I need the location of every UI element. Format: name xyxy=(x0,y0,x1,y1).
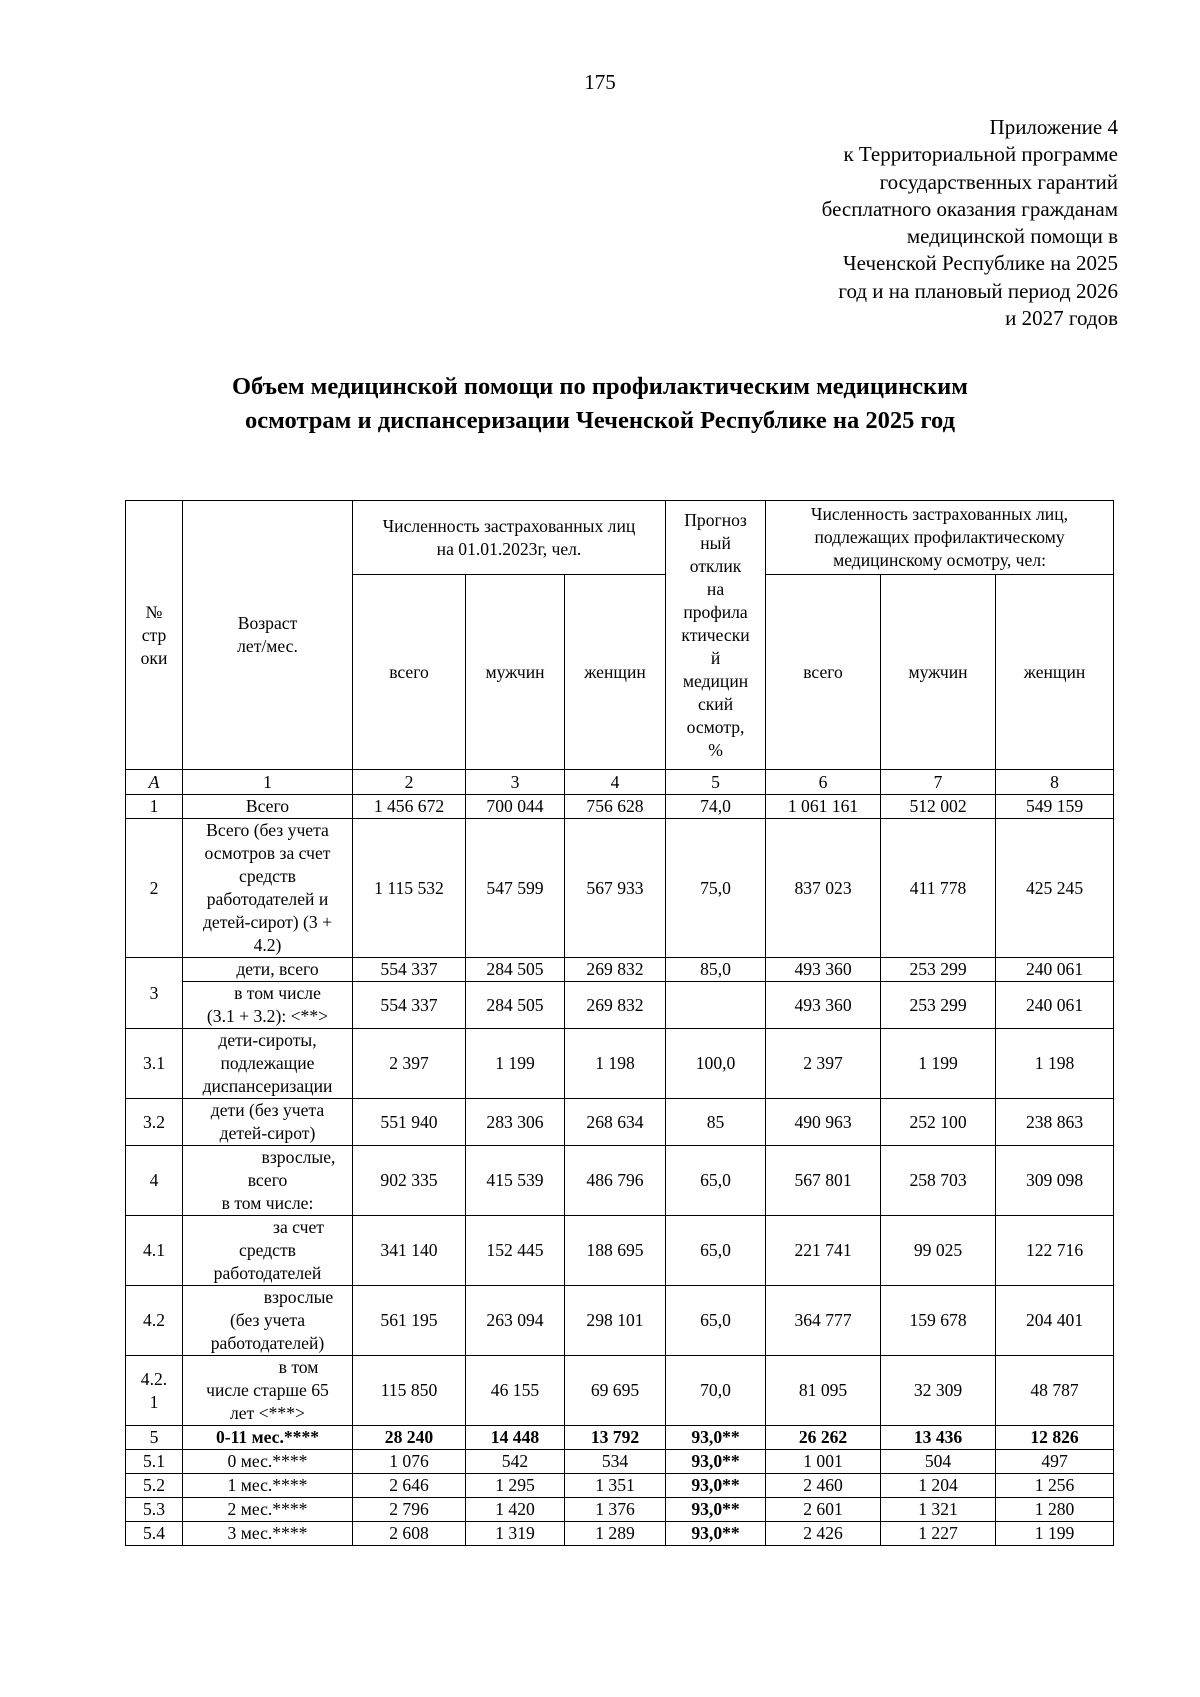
value-cell: 1 115 532 xyxy=(353,819,466,958)
age-text: средств xyxy=(239,1240,296,1260)
row-number-cell xyxy=(126,1450,183,1474)
age-cell xyxy=(183,1426,353,1450)
column-index-cell: 2 xyxy=(353,770,466,795)
value-cell: 1 198 xyxy=(996,1029,1114,1099)
appendix-line: бесплатного оказания гражданам xyxy=(821,196,1118,221)
value-cell: 837 023 xyxy=(766,819,881,958)
column-index-cell: 5 xyxy=(666,770,766,795)
column-index-cell: 6 xyxy=(766,770,881,795)
age-text: диспансеризации xyxy=(202,1076,333,1096)
header-text: ный xyxy=(700,532,731,553)
row-number-cell xyxy=(126,1474,183,1498)
header-age xyxy=(183,501,353,770)
table-row xyxy=(126,1286,1114,1356)
value-cell: 13 792 xyxy=(565,1426,666,1450)
header-text: профила xyxy=(683,601,748,622)
age-text: числе старше 65 xyxy=(206,1380,329,1400)
header-row-groups xyxy=(126,501,1114,575)
appendix-note xyxy=(518,114,1118,332)
table-row xyxy=(126,982,1114,1029)
value-cell: 561 195 xyxy=(353,1286,466,1356)
table-row xyxy=(126,1450,1114,1474)
value-cell: 700 044 xyxy=(466,795,565,819)
value-cell: 69 695 xyxy=(565,1356,666,1426)
appendix-line: государственных гарантий xyxy=(879,169,1118,194)
header-text: % xyxy=(708,739,723,760)
value-cell: 534 xyxy=(565,1450,666,1474)
value-cell: 1 280 xyxy=(996,1498,1114,1522)
age-text: 0 мес.**** xyxy=(227,1451,308,1471)
value-cell: 188 695 xyxy=(565,1216,666,1286)
table-row xyxy=(126,1356,1114,1426)
value-cell: 48 787 xyxy=(996,1356,1114,1426)
row-number-text: 4.2. xyxy=(140,1368,168,1389)
age-text: лет <***> xyxy=(230,1403,305,1423)
value-cell: 93,0** xyxy=(666,1450,766,1474)
value-cell: 1 321 xyxy=(881,1498,996,1522)
document-title xyxy=(0,370,1200,438)
table-row xyxy=(126,1099,1114,1146)
row-number-text: 3 xyxy=(149,982,159,1003)
row-number-text: 5 xyxy=(149,1427,159,1447)
appendix-line: Приложение 4 xyxy=(989,115,1118,139)
row-number-cell xyxy=(126,958,183,1029)
header-insured-total: всего xyxy=(353,575,466,770)
value-cell: 204 401 xyxy=(996,1286,1114,1356)
age-cell xyxy=(183,1522,353,1546)
value-cell: 493 360 xyxy=(766,982,881,1029)
value-cell: 93,0** xyxy=(666,1474,766,1498)
value-cell: 253 299 xyxy=(881,982,996,1029)
header-text: лет/мес. xyxy=(237,636,298,656)
row-number-cell xyxy=(126,1099,183,1146)
value-cell: 1 376 xyxy=(565,1498,666,1522)
value-cell: 263 094 xyxy=(466,1286,565,1356)
value-cell: 2 646 xyxy=(353,1474,466,1498)
value-cell: 284 505 xyxy=(466,982,565,1029)
table-row xyxy=(126,1216,1114,1286)
value-cell: 1 076 xyxy=(353,1450,466,1474)
age-cell xyxy=(183,1356,353,1426)
header-subject-male: мужчин xyxy=(881,575,996,770)
age-text: осмотров за счет xyxy=(204,843,331,863)
value-cell: 93,0** xyxy=(666,1522,766,1546)
age-text: в том xyxy=(278,1357,319,1377)
age-text: дети-сироты, xyxy=(218,1030,317,1050)
age-text: (3.1 + 3.2): <**> xyxy=(206,1006,329,1026)
value-cell: 159 678 xyxy=(881,1286,996,1356)
age-text: дети (без учета xyxy=(210,1100,325,1120)
value-cell: 341 140 xyxy=(353,1216,466,1286)
value-cell: 364 777 xyxy=(766,1286,881,1356)
row-number-text: 5.1 xyxy=(143,1451,165,1471)
value-cell: 65,0 xyxy=(666,1286,766,1356)
value-cell: 547 599 xyxy=(466,819,565,958)
row-number-cell xyxy=(126,1498,183,1522)
header-insured-female: женщин xyxy=(565,575,666,770)
column-index-cell: 3 xyxy=(466,770,565,795)
age-text: дети, всего xyxy=(236,959,319,979)
row-number-cell xyxy=(126,1426,183,1450)
header-subject-group xyxy=(766,501,1114,575)
age-text: (без учета xyxy=(229,1310,306,1330)
value-cell: 85 xyxy=(666,1099,766,1146)
value-cell: 81 095 xyxy=(766,1356,881,1426)
value-cell: 1 256 xyxy=(996,1474,1114,1498)
row-number-text: 4 xyxy=(149,1170,159,1190)
value-cell: 497 xyxy=(996,1450,1114,1474)
header-text: медицинскому осмотру, чел: xyxy=(833,550,1047,570)
value-cell: 490 963 xyxy=(766,1099,881,1146)
age-text: работодателей и xyxy=(206,889,329,909)
value-cell: 1 456 672 xyxy=(353,795,466,819)
row-number-cell xyxy=(126,1522,183,1546)
age-text: Всего xyxy=(245,796,290,816)
table-row xyxy=(126,1029,1114,1099)
value-cell: 2 601 xyxy=(766,1498,881,1522)
age-text: средств xyxy=(239,866,296,886)
value-cell: 549 159 xyxy=(996,795,1114,819)
column-index-row xyxy=(126,770,1114,795)
value-cell: 65,0 xyxy=(666,1146,766,1216)
header-subject-total: всего xyxy=(766,575,881,770)
row-number-cell xyxy=(126,1286,183,1356)
value-cell: 93,0** xyxy=(666,1426,766,1450)
value-cell: 26 262 xyxy=(766,1426,881,1450)
value-cell: 12 826 xyxy=(996,1426,1114,1450)
header-text: Возраст xyxy=(237,613,298,633)
header-text: Прогноз xyxy=(684,509,747,530)
header-text: № xyxy=(145,601,163,622)
header-text: стр xyxy=(141,624,167,645)
age-cell xyxy=(183,819,353,958)
age-cell xyxy=(183,958,353,982)
value-cell: 1 198 xyxy=(565,1029,666,1099)
value-cell: 65,0 xyxy=(666,1216,766,1286)
row-number-text: 3.1 xyxy=(143,1053,165,1073)
age-text: детей-сирот) (3 + xyxy=(202,912,333,932)
column-index-cell: 7 xyxy=(881,770,996,795)
age-cell xyxy=(183,1286,353,1356)
value-cell: 1 227 xyxy=(881,1522,996,1546)
header-text: й xyxy=(710,647,721,668)
row-number-text: 5.2 xyxy=(143,1475,165,1495)
value-cell: 1 199 xyxy=(881,1029,996,1099)
value-cell: 74,0 xyxy=(666,795,766,819)
value-cell: 221 741 xyxy=(766,1216,881,1286)
value-cell: 93,0** xyxy=(666,1498,766,1522)
age-text: 4.2) xyxy=(253,935,282,955)
appendix-line: к Территориальной программе xyxy=(843,142,1118,167)
appendix-line: медицинской помощи в xyxy=(906,224,1118,249)
age-cell xyxy=(183,1146,353,1216)
value-cell: 115 850 xyxy=(353,1356,466,1426)
value-cell: 284 505 xyxy=(466,958,565,982)
value-cell: 14 448 xyxy=(466,1426,565,1450)
value-cell: 1 319 xyxy=(466,1522,565,1546)
value-cell: 269 832 xyxy=(565,982,666,1029)
header-insured-group xyxy=(353,501,666,575)
value-cell: 2 796 xyxy=(353,1498,466,1522)
age-text: 3 мес.**** xyxy=(227,1523,308,1543)
appendix-line: Чеченской Республике на 2025 xyxy=(843,251,1118,276)
title-line: осмотрам и диспансеризации Чеченской Республике на 2025 год xyxy=(245,407,955,434)
age-cell xyxy=(183,795,353,819)
column-index-cell: 4 xyxy=(565,770,666,795)
value-cell: 554 337 xyxy=(353,982,466,1029)
age-text: в том числе xyxy=(234,983,321,1003)
age-text: за счет xyxy=(273,1217,324,1237)
header-text: на 01.01.2023г, чел. xyxy=(436,538,582,559)
value-cell: 99 025 xyxy=(881,1216,996,1286)
value-cell: 75,0 xyxy=(666,819,766,958)
appendix-line: и 2027 годов xyxy=(1005,306,1118,331)
value-cell: 258 703 xyxy=(881,1146,996,1216)
header-subject-female: женщин xyxy=(996,575,1114,770)
header-insured-male: мужчин xyxy=(466,575,565,770)
value-cell: 504 xyxy=(881,1450,996,1474)
table-row xyxy=(126,958,1114,982)
row-number-cell xyxy=(126,1146,183,1216)
value-cell: 1 199 xyxy=(466,1029,565,1099)
age-text: 2 мес.**** xyxy=(227,1499,308,1519)
value-cell: 268 634 xyxy=(565,1099,666,1146)
table-row xyxy=(126,1498,1114,1522)
value-cell: 85,0 xyxy=(666,958,766,982)
age-text: работодателей xyxy=(213,1263,322,1283)
value-cell: 902 335 xyxy=(353,1146,466,1216)
value-cell: 32 309 xyxy=(881,1356,996,1426)
header-text: отклик xyxy=(689,555,742,576)
value-cell: 512 002 xyxy=(881,795,996,819)
row-number-text: 3.2 xyxy=(143,1111,165,1132)
value-cell: 253 299 xyxy=(881,958,996,982)
row-number-text: 1 xyxy=(149,796,159,816)
age-text: 1 мес.**** xyxy=(227,1475,308,1495)
value-cell: 269 832 xyxy=(565,958,666,982)
value-cell: 756 628 xyxy=(565,795,666,819)
row-number-text: 5.4 xyxy=(143,1523,165,1543)
value-cell: 1 351 xyxy=(565,1474,666,1498)
column-index-cell: 1 xyxy=(183,770,353,795)
value-cell: 122 716 xyxy=(996,1216,1114,1286)
page-number: 175 xyxy=(584,70,616,94)
value-cell: 309 098 xyxy=(996,1146,1114,1216)
age-text: Всего (без учета xyxy=(206,820,329,840)
value-cell: 70,0 xyxy=(666,1356,766,1426)
value-cell: 1 001 xyxy=(766,1450,881,1474)
value-cell: 2 608 xyxy=(353,1522,466,1546)
age-cell xyxy=(183,1450,353,1474)
age-cell xyxy=(183,1498,353,1522)
value-cell: 1 420 xyxy=(466,1498,565,1522)
value-cell: 28 240 xyxy=(353,1426,466,1450)
age-cell xyxy=(183,1474,353,1498)
header-text: Численность застрахованных лиц xyxy=(382,515,636,536)
age-text: в том числе: xyxy=(221,1193,314,1213)
header-row-number xyxy=(126,501,183,770)
value-cell: 240 061 xyxy=(996,982,1114,1029)
row-number-text: 1 xyxy=(149,1391,159,1412)
row-number-cell xyxy=(126,795,183,819)
header-text: оки xyxy=(140,647,168,668)
age-text: 0-11 мес.**** xyxy=(215,1427,320,1447)
age-text: работодателей) xyxy=(210,1333,325,1353)
header-text: Численность застрахованных лиц, xyxy=(811,504,1069,524)
header-text: медицин xyxy=(682,670,749,691)
row-number-text: 4.2 xyxy=(143,1310,165,1330)
age-cell xyxy=(183,1099,353,1146)
value-cell: 2 397 xyxy=(766,1029,881,1099)
table-row xyxy=(126,1474,1114,1498)
row-number-text: 2 xyxy=(149,877,159,898)
value-cell: 567 933 xyxy=(565,819,666,958)
value-cell: 1 295 xyxy=(466,1474,565,1498)
value-cell: 152 445 xyxy=(466,1216,565,1286)
column-index-cell: 8 xyxy=(996,770,1114,795)
value-cell: 1 199 xyxy=(996,1522,1114,1546)
header-forecast xyxy=(666,501,766,770)
value-cell: 493 360 xyxy=(766,958,881,982)
value-cell: 551 940 xyxy=(353,1099,466,1146)
row-number-text: 4.1 xyxy=(143,1240,165,1260)
age-text: взрослые xyxy=(263,1287,334,1307)
value-cell: 411 778 xyxy=(881,819,996,958)
value-cell: 486 796 xyxy=(565,1146,666,1216)
appendix-line: год и на плановый период 2026 xyxy=(838,278,1118,303)
value-cell: 415 539 xyxy=(466,1146,565,1216)
value-cell: 2 460 xyxy=(766,1474,881,1498)
value-cell: 1 289 xyxy=(565,1522,666,1546)
age-cell xyxy=(183,1029,353,1099)
row-number-cell xyxy=(126,1029,183,1099)
value-cell: 542 xyxy=(466,1450,565,1474)
value-cell: 425 245 xyxy=(996,819,1114,958)
value-cell: 554 337 xyxy=(353,958,466,982)
value-cell: 100,0 xyxy=(666,1029,766,1099)
table-row xyxy=(126,1146,1114,1216)
value-cell: 298 101 xyxy=(565,1286,666,1356)
age-cell xyxy=(183,1216,353,1286)
table-row xyxy=(126,819,1114,958)
header-text: осмотр, xyxy=(686,716,745,737)
header-text: ский xyxy=(697,693,734,714)
row-number-text: 5.3 xyxy=(143,1499,165,1519)
value-cell: 240 061 xyxy=(996,958,1114,982)
table-row xyxy=(126,795,1114,819)
value-cell: 1 061 161 xyxy=(766,795,881,819)
value-cell: 13 436 xyxy=(881,1426,996,1450)
table-row xyxy=(126,1522,1114,1546)
row-number-cell xyxy=(126,1356,183,1426)
value-cell: 283 306 xyxy=(466,1099,565,1146)
value-cell: 46 155 xyxy=(466,1356,565,1426)
value-cell: 252 100 xyxy=(881,1099,996,1146)
header-text: на xyxy=(706,578,725,599)
age-text: подлежащие xyxy=(220,1053,315,1073)
header-text: подлежащих профилактическому xyxy=(814,527,1065,547)
value-cell: 567 801 xyxy=(766,1146,881,1216)
age-text: взрослые, xyxy=(261,1147,336,1167)
row-number-cell xyxy=(126,1216,183,1286)
age-text: всего xyxy=(247,1170,288,1190)
value-cell xyxy=(666,982,766,1029)
column-index-cell: А xyxy=(126,770,183,795)
value-cell: 238 863 xyxy=(996,1099,1114,1146)
value-cell: 2 426 xyxy=(766,1522,881,1546)
title-line: Объем медицинской помощи по профилактическим медицинским xyxy=(232,373,968,400)
row-number-cell xyxy=(126,819,183,958)
value-cell: 1 204 xyxy=(881,1474,996,1498)
header-text: ктически xyxy=(681,624,750,645)
value-cell: 2 397 xyxy=(353,1029,466,1099)
table-row xyxy=(126,1426,1114,1450)
age-text: детей-сирот) xyxy=(219,1123,316,1143)
age-cell xyxy=(183,982,353,1029)
medical-checkup-table xyxy=(125,500,1114,1546)
